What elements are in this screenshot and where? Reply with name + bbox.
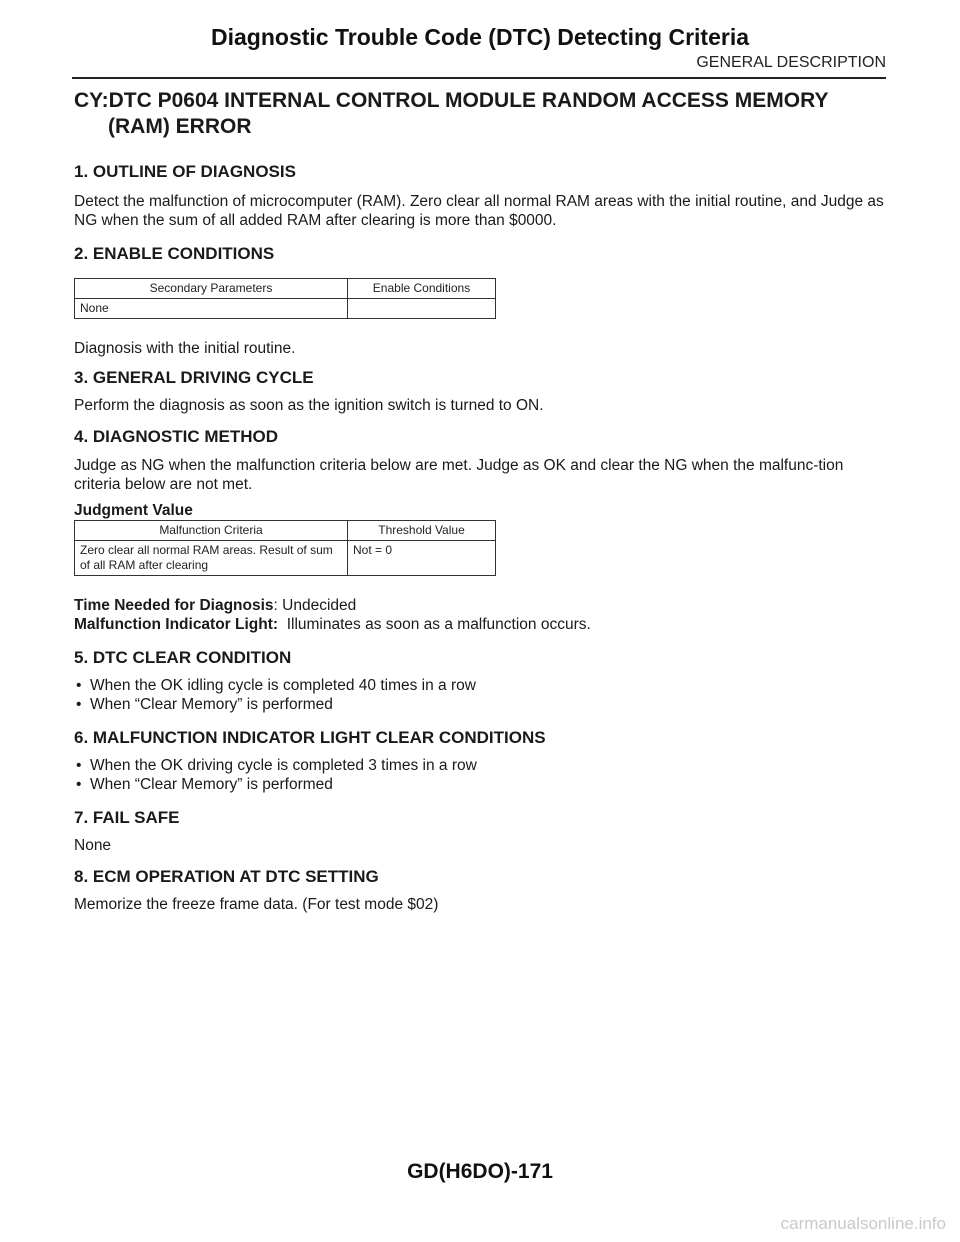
list-item [74, 695, 886, 714]
judgment-value-table [74, 520, 496, 576]
table-cell [348, 299, 496, 319]
section-7-heading: 7. FAIL SAFE [74, 808, 180, 827]
table-header-cell: Secondary Parameters [75, 279, 348, 299]
table-header-row [75, 521, 496, 541]
table-header-cell: Enable Conditions [348, 279, 496, 299]
section-4-heading: 4. DIAGNOSTIC METHOD [74, 427, 279, 446]
section-6-heading: 6. MALFUNCTION INDICATOR LIGHT CLEAR CONDITIONS [74, 728, 546, 747]
enable-conditions-table [74, 278, 496, 319]
mil-label: Malfunction Indicator Light: [74, 616, 279, 633]
time-needed-label: Time Needed for Diagnosis [74, 597, 274, 614]
section-8-heading: 8. ECM OPERATION AT DTC SETTING [74, 867, 379, 886]
page-number: GD(H6DO)-171 [407, 1160, 553, 1183]
table-row [75, 299, 496, 319]
list-item [74, 756, 886, 775]
section-2-note: Diagnosis with the initial routine. [74, 340, 296, 357]
document-body [74, 88, 886, 914]
list-item-text: When the OK idling cycle is completed 40 times in a row [90, 677, 476, 694]
dtc-clear-list [74, 676, 886, 714]
section-4-body: Judge as NG when the malfunction criteria below are met. Judge as OK and clear the NG when the malfunc-tion criteria below are not met. [74, 457, 844, 493]
section-3-heading: 3. GENERAL DRIVING CYCLE [74, 368, 314, 387]
section-3-body: Perform the diagnosis as soon as the ignition switch is turned to ON. [74, 397, 544, 414]
table-header-row [75, 279, 496, 299]
mil-clear-list [74, 756, 886, 794]
mil-line [74, 615, 886, 634]
time-needed-value: : Undecided [273, 597, 357, 614]
table-cell: Not = 0 [348, 541, 496, 576]
list-item [74, 775, 886, 794]
page-header-section: GENERAL DESCRIPTION [696, 54, 886, 71]
time-needed-line [74, 596, 886, 615]
table-cell: Zero clear all normal RAM areas. Result of sum of all RAM after clearing [75, 541, 348, 576]
table-cell: None [75, 299, 348, 319]
document-title: CY:DTC P0604 INTERNAL CONTROL MODULE RANDOM ACCESS MEMORY (RAM) ERROR [74, 89, 829, 138]
section-8-body: Memorize the freeze frame data. (For test mode $02) [74, 896, 439, 913]
list-item-text: When “Clear Memory” is performed [90, 696, 333, 713]
section-1-body: Detect the malfunction of microcomputer (RAM). Zero clear all normal RAM areas with the initial routine, and Judge as NG when the sum of all added RAM after clearing is more than $0000. [74, 193, 884, 229]
judgment-value-label: Judgment Value [74, 502, 193, 519]
bullet-icon: • [76, 696, 82, 713]
mil-value: Illuminates as soon as a malfunction occurs. [286, 616, 591, 633]
section-7-body: None [74, 837, 112, 854]
section-1-heading: 1. OUTLINE OF DIAGNOSIS [74, 162, 296, 181]
list-item-text: When the OK driving cycle is completed 3 times in a row [90, 757, 477, 774]
list-item-text: When “Clear Memory” is performed [90, 776, 333, 793]
list-item [74, 676, 886, 695]
bullet-icon: • [76, 757, 82, 774]
section-2-heading: 2. ENABLE CONDITIONS [74, 244, 275, 263]
bullet-icon: • [76, 677, 82, 694]
site-watermark: carmanualsonline.info [780, 1214, 946, 1233]
table-header-cell: Malfunction Criteria [75, 521, 348, 541]
section-5-heading: 5. DTC CLEAR CONDITION [74, 648, 292, 667]
page-header-title: Diagnostic Trouble Code (DTC) Detecting Criteria [211, 24, 749, 50]
table-row [75, 541, 496, 576]
table-header-cell: Threshold Value [348, 521, 496, 541]
bullet-icon: • [76, 776, 82, 793]
header-divider [72, 77, 886, 79]
